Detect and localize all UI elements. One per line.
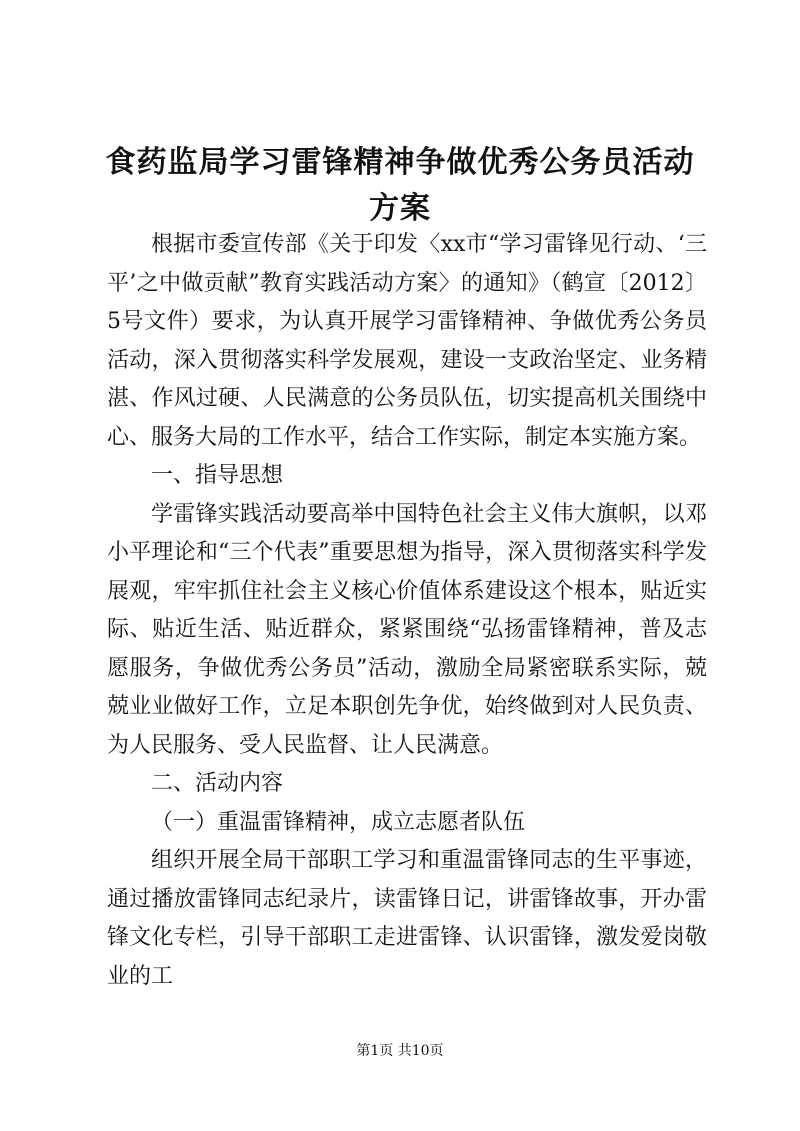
page-footer: 第1页 共10页	[356, 1043, 444, 1059]
paragraph-intro: 根据市委宣传部《关于印发〈xx市“学习雷锋见行动、‘三平’之中做贡献”教育实践活动方案〉的通知》（鹤宣〔2012〕5号文件）要求，为认真开展学习雷锋精神、争做优秀公务员活动，深入贯彻落实科学发展观，建设一支政治坚定、业务精湛、作风过硬、人民满意的公务员队伍，切实提高机关围绕中心、服务大局的工作水平，结合工作实际，制定本实施方案。	[107, 232, 707, 450]
document-title: 食药监局学习雷锋精神争做优秀公务员活动方案	[105, 145, 695, 226]
subsection-heading-1: （一）重温雷锋精神，成立志愿者队伍	[151, 809, 526, 835]
section-heading-guiding-ideology: 一、指导思想	[151, 463, 284, 488]
section-heading-activity-content: 二、活动内容	[151, 771, 284, 796]
paragraph-activity-1: 组织开展全局干部职工学习和重温雷锋同志的生平事迹，通过播放雷锋同志纪录片，读雷锋日记，讲雷锋故事，开办雷锋文化专栏，引导干部职工走进雷锋、认识雷锋，激发爱岗敬业的工	[107, 848, 707, 989]
paragraph-guiding-ideology: 学雷锋实践活动要高举中国特色社会主义伟大旗帜，以邓小平理论和“三个代表”重要思想为指导，深入贯彻落实科学发展观，牢牢抓住社会主义核心价值体系建设这个根本，贴近实际、贴近生活、贴近群众，紧紧围绕“弘扬雷锋精神，普及志愿服务，争做优秀公务员”活动，激励全局紧密联系实际，兢兢业业做好工作，立足本职创先争优，始终做到对人民负责、为人民服务、受人民监督、让人民满意。	[107, 501, 707, 758]
document-body	[107, 226, 707, 996]
